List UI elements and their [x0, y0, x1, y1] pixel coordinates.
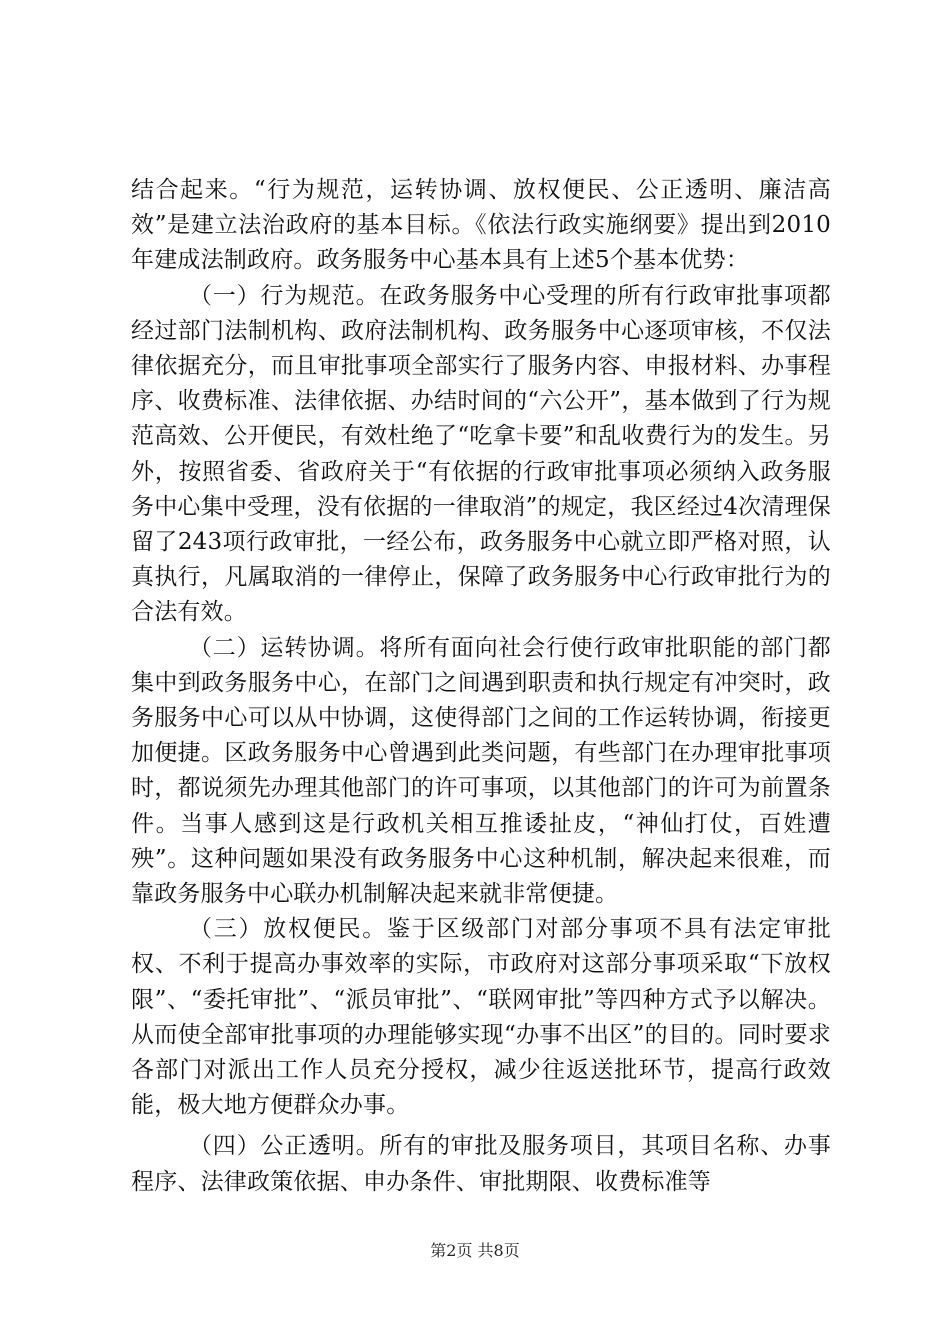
paragraph-intro: 结合起来。“行为规范，运转协调、放权便民、公正透明、廉洁高效”是建立法治政府的基本目标。《依法行政实施纲要》提出到2010年建成法制政府。政务服务中心基本具有上述5个基本优势：: [131, 177, 831, 274]
paragraph-decentralization: （三）放权便民。鉴于区级部门对部分事项不具有法定审批权、不利于提高办事效率的实际，市政府对这部分事项采取“下放权限”、“委托审批”、“派员审批”、“联网审批”等四种方式予以解决。从而使全部审批事项的办理能够实现“办事不出区”的目的。同时要求各部门对派出工作人员充分授权，减少往返送批环节，提高行政效能，极大地方便群众办事。: [131, 916, 831, 1119]
page-footer: 第2页 共8页: [430, 1241, 520, 1260]
paragraph-coordination: （二）运转协调。将所有面向社会行使行政审批职能的部门都集中到政务服务中心，在部门之间遇到职责和执行规定有冲突时，政务服务中心可以从中协调，这使得部门之间的工作运转协调，衔接更加便捷。区政务服务中心曾遇到此类问题，有些部门在办理审批事项时，都说须先办理其他部门的许可事项，以其他部门的许可为前置条件。当事人感到这是行政机关相互推诿扯皮，“神仙打仗，百姓遭殃”。这种问题如果没有政务服务中心这种机制，解决起来很难，而靠政务服务中心联办机制解决起来就非常便捷。: [131, 634, 831, 908]
paragraph-behavior-norms: （一）行为规范。在政务服务中心受理的所有行政审批事项都经过部门法制机构、政府法制机构、政务服务中心逐项审核，不仅法律依据充分，而且审批事项全部实行了服务内容、申报材料、办事程序、收费标准、法律依据、办结时间的“六公开”，基本做到了行为规范高效、公开便民，有效杜绝了“吃拿卡要”和乱收费行为的发生。另外，按照省委、省政府关于“有依据的行政审批事项必须纳入政务服务中心集中受理，没有依据的一律取消”的规定，我区经过4次清理保留了243项行政审批，一经公布，政务服务中心就立即严格对照，认真执行，凡属取消的一律停止，保障了政务服务中心行政审批行为的合法有效。: [131, 282, 831, 626]
document-body: [131, 173, 831, 1200]
paragraph-transparency: （四）公正透明。所有的审批及服务项目，其项目名称、办事程序、法律政策依据、申办条件、审批期限、收费标准等: [131, 1133, 831, 1195]
